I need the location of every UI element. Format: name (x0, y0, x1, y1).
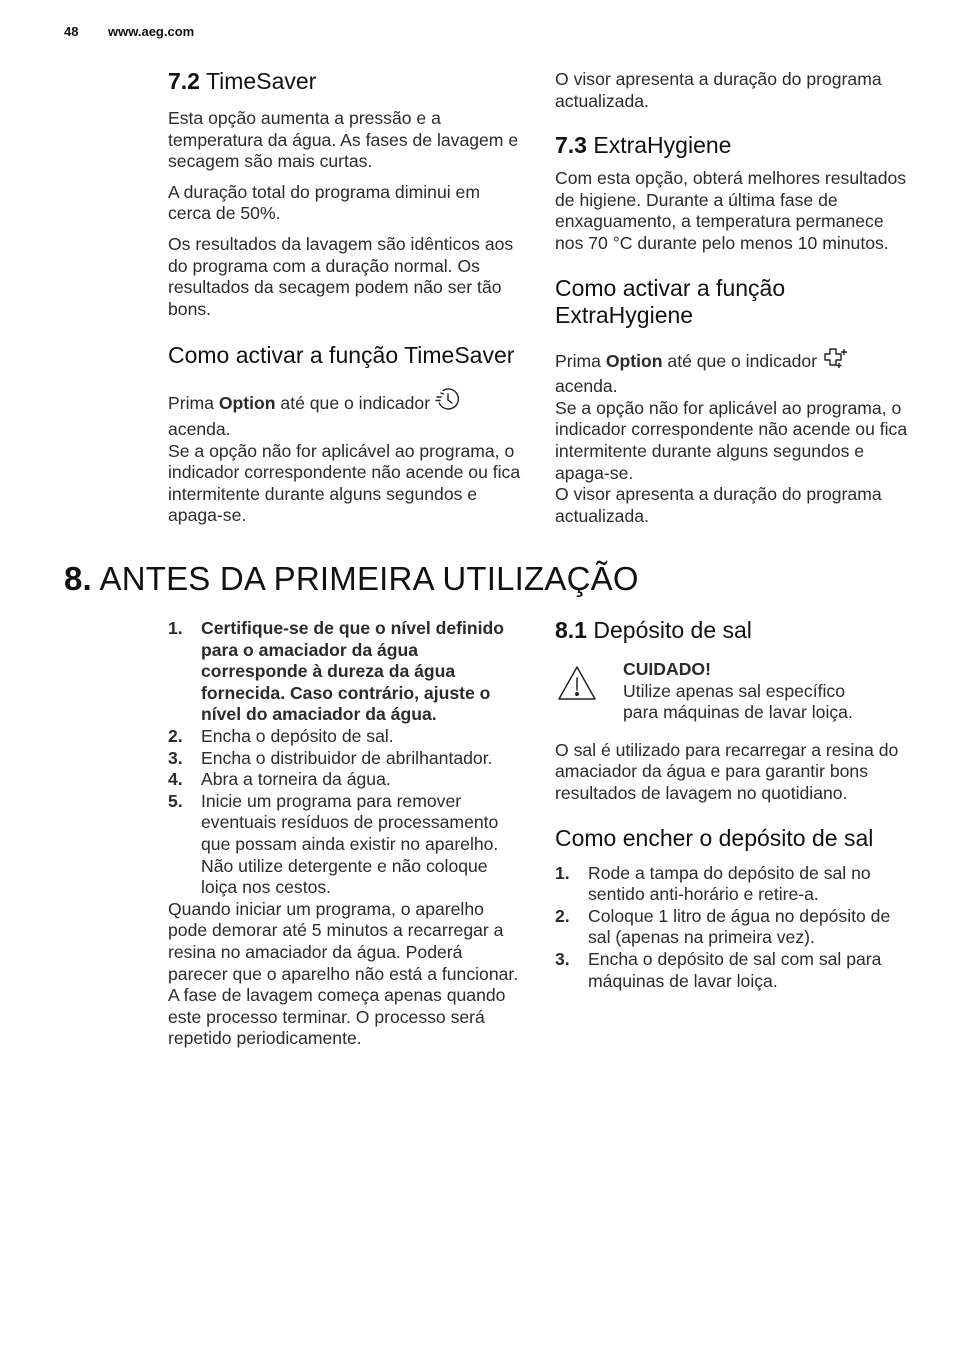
step-text: Encha o depósito de sal com sal para máquinas de lavar loiça. (588, 948, 882, 991)
first-use-steps (168, 618, 524, 899)
extrahygiene-not-applicable-text: Se a opção não for aplicável ao programa, o indicador correspondente não acende ou fica intermitente durante alguns segundos e apaga-se. (555, 397, 908, 483)
timesaver-section (168, 68, 524, 527)
list-item (555, 906, 911, 949)
salt-paragraph-1: O sal é utilizado para recarregar a resina do amaciador da água e para garantir bons resultados de lavagem no quotidiano. (555, 739, 899, 803)
salt-section (555, 617, 911, 992)
list-item (168, 726, 524, 748)
list-item (168, 748, 524, 770)
page-number: 48 (64, 24, 79, 39)
lights-text: acenda. (555, 376, 618, 397)
display-updated-text-top: O visor apresenta a duração do programa actualizada. (555, 69, 882, 111)
section-8-title: ANTES DA PRIMEIRA UTILIZAÇÃO (99, 560, 639, 597)
section-8-heading (64, 560, 639, 598)
extrahygiene-instruction (555, 347, 911, 528)
warning-text: Utilize apenas sal específico para máquinas de lavar loiça. (623, 680, 853, 723)
salt-heading (555, 617, 911, 643)
step-number: 2. (168, 725, 183, 746)
timesaver-paragraph-2: A duração total do programa diminui em cerca de 50%. (168, 181, 480, 224)
timesaver-paragraph-1: Esta opção aumenta a pressão e a temperatura da água. As fases de lavagem e secagem são mais curtas. (168, 108, 519, 172)
clock-fast-icon (435, 387, 461, 419)
until-text: até que o indicador (280, 393, 431, 414)
timesaver-instruction (168, 387, 524, 527)
extrahygiene-number: 7.3 (555, 132, 587, 159)
step-text: Inicie um programa para remover eventuais resíduos de processamento que possam ainda existir no aparelho. Não utilize detergente e não coloque loiça nos cestos. (201, 790, 499, 898)
list-item (168, 769, 524, 791)
section-8-number: 8. (64, 560, 92, 597)
step-text: Encha o distribuidor de abrilhantador. (201, 747, 493, 768)
list-item (555, 863, 911, 906)
salt-number: 8.1 (555, 617, 587, 643)
until-text: até que o indicador (667, 350, 818, 371)
option-button-label: Option (605, 350, 663, 371)
extrahygiene-how-heading: Como activar a função ExtraHygiene (555, 274, 786, 328)
step-number: 4. (168, 769, 183, 790)
list-item (168, 791, 524, 899)
extrahygiene-paragraph-1: Com esta opção, obterá melhores resultados de higiene. Durante a última fase de enxaguamento, a temperatura permanece nos 70 °C durante pelo menos 10 minutos. (555, 168, 907, 253)
list-item (555, 949, 911, 992)
site-url: www.aeg.com (108, 24, 195, 39)
warning-box (555, 659, 911, 724)
timesaver-heading (168, 68, 524, 94)
salt-fill-steps (555, 863, 911, 993)
step-text: Rode a tampa do depósito de sal no sentido anti-horário e retire-a. (588, 862, 871, 905)
press-text: Prima (555, 350, 601, 371)
list-item (168, 618, 524, 726)
option-button-label: Option (218, 393, 276, 414)
timesaver-number: 7.2 (168, 68, 200, 94)
extrahygiene-title: ExtraHygiene (593, 132, 732, 159)
step-number: 2. (555, 905, 570, 926)
salt-title: Depósito de sal (593, 617, 752, 643)
first-use-note: Quando iniciar um programa, o aparelho pode demorar até 5 minutos a recarregar a resina no amaciador da água. Poderá parecer que o aparelho não está a funcionar. A fase de lavagem começa apenas quando este processo terminar. O processo será repetido periodicamente. (168, 898, 519, 1049)
sparkle-cross-icon (822, 347, 850, 377)
timesaver-paragraph-3: Os resultados da lavagem são idênticos aos do programa com a duração normal. Os resultados da secagem podem não ser tão bons. (168, 233, 514, 319)
warning-triangle-icon (557, 665, 597, 707)
step-number: 3. (555, 948, 570, 969)
salt-fill-heading: Como encher o depósito de sal (555, 824, 874, 851)
press-text: Prima (168, 393, 214, 414)
warning-title: CUIDADO! (623, 659, 711, 679)
step-text: Encha o depósito de sal. (201, 725, 394, 746)
step-number: 3. (168, 747, 183, 768)
step-number: 5. (168, 790, 183, 811)
timesaver-title: TimeSaver (205, 68, 317, 94)
step-text: Abra a torneira da água. (201, 769, 391, 790)
right-column-top (555, 69, 911, 527)
section-8-left (168, 618, 524, 1050)
display-updated-text: O visor apresenta a duração do programa actualizada. (555, 484, 882, 526)
timesaver-not-applicable-text: Se a opção não for aplicável ao programa, o indicador correspondente não acende ou fica intermitente durante alguns segundos e apaga-se. (168, 440, 521, 526)
step-number: 1. (555, 862, 570, 883)
step-text: Certifique-se de que o nível definido para o amaciador da água corresponde à dureza da água fornecida. Caso contrário, ajuste o nível do amaciador da água. (201, 618, 505, 725)
extrahygiene-heading (555, 132, 911, 158)
lights-text: acenda. (168, 418, 231, 439)
step-text: Coloque 1 litro de água no depósito de sal (apenas na primeira vez). (588, 905, 891, 948)
step-number: 1. (168, 618, 183, 638)
timesaver-how-heading: Como activar a função TimeSaver (168, 342, 515, 369)
